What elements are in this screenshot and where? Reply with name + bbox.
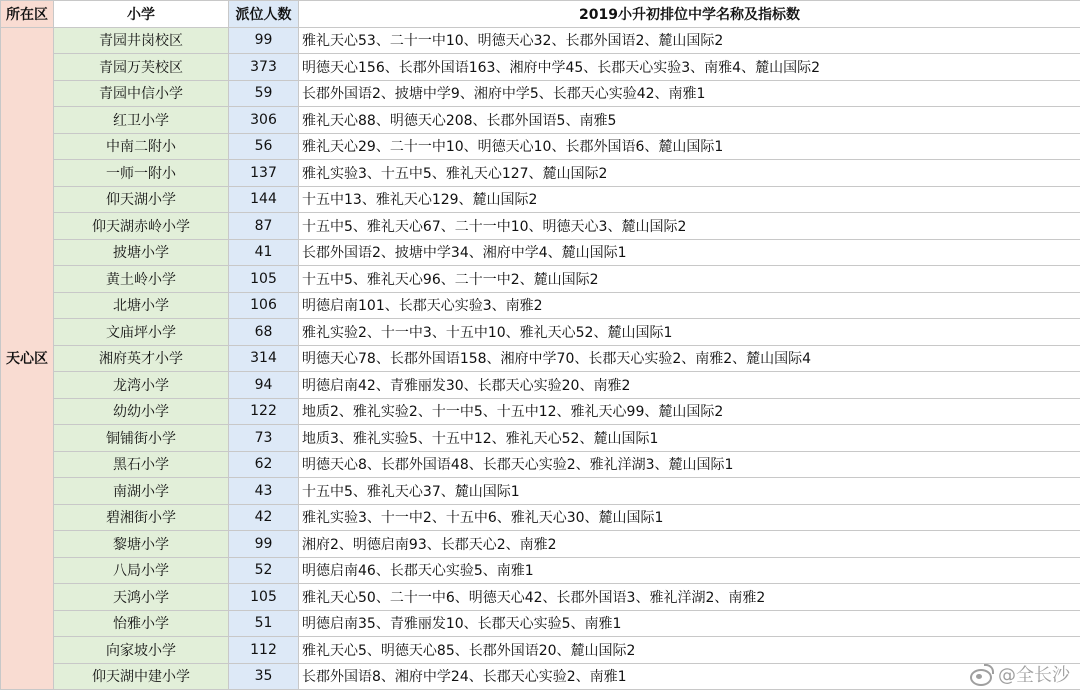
school-name-cell: 黄土岭小学 bbox=[54, 266, 229, 293]
allocation-count-cell: 106 bbox=[229, 292, 299, 319]
middle-schools-cell: 雅礼天心88、明德天心208、长郡外国语5、南雅5 bbox=[299, 107, 1080, 134]
school-name-cell: 仰天湖中建小学 bbox=[54, 663, 229, 690]
middle-schools-cell: 雅礼实验3、十五中5、雅礼天心127、麓山国际2 bbox=[299, 160, 1080, 187]
school-name-cell: 幼幼小学 bbox=[54, 398, 229, 425]
table-row bbox=[1, 239, 1080, 266]
school-name-cell: 红卫小学 bbox=[54, 107, 229, 134]
school-name-cell: 青园井岗校区 bbox=[54, 27, 229, 54]
middle-schools-cell: 明德天心8、长郡外国语48、长郡天心实验2、雅礼洋湖3、麓山国际1 bbox=[299, 451, 1080, 478]
table-row bbox=[1, 663, 1080, 690]
middle-schools-cell: 十五中5、雅礼天心37、麓山国际1 bbox=[299, 478, 1080, 505]
school-name-cell: 中南二附小 bbox=[54, 133, 229, 160]
weibo-icon bbox=[968, 664, 994, 684]
middle-schools-cell: 明德天心78、长郡外国语158、湘府中学70、长郡天心实验2、南雅2、麓山国际4 bbox=[299, 345, 1080, 372]
school-name-cell: 仰天湖赤岭小学 bbox=[54, 213, 229, 240]
table-row bbox=[1, 372, 1080, 399]
table-row bbox=[1, 531, 1080, 558]
middle-schools-cell: 十五中5、雅礼天心67、二十一中10、明德天心3、麓山国际2 bbox=[299, 213, 1080, 240]
table-row bbox=[1, 504, 1080, 531]
header-row bbox=[1, 1, 1080, 28]
table-row bbox=[1, 54, 1080, 81]
middle-schools-cell: 雅礼天心5、明德天心85、长郡外国语20、麓山国际2 bbox=[299, 637, 1080, 664]
table-row bbox=[1, 160, 1080, 187]
middle-schools-cell: 十五中13、雅礼天心129、麓山国际2 bbox=[299, 186, 1080, 213]
allocation-count-cell: 87 bbox=[229, 213, 299, 240]
school-name-cell: 披塘小学 bbox=[54, 239, 229, 266]
table-row bbox=[1, 107, 1080, 134]
header-school: 小学 bbox=[54, 1, 229, 28]
header-district: 所在区 bbox=[1, 1, 54, 28]
middle-schools-cell: 长郡外国语2、披塘中学9、湘府中学5、长郡天心实验42、南雅1 bbox=[299, 80, 1080, 107]
school-name-cell: 向家坡小学 bbox=[54, 637, 229, 664]
middle-schools-cell: 雅礼实验3、十一中2、十五中6、雅礼天心30、麓山国际1 bbox=[299, 504, 1080, 531]
table-row bbox=[1, 451, 1080, 478]
table-row bbox=[1, 425, 1080, 452]
middle-schools-cell: 雅礼天心50、二十一中6、明德天心42、长郡外国语3、雅礼洋湖2、南雅2 bbox=[299, 584, 1080, 611]
table-row bbox=[1, 319, 1080, 346]
school-name-cell: 仰天湖小学 bbox=[54, 186, 229, 213]
school-name-cell: 黑石小学 bbox=[54, 451, 229, 478]
allocation-count-cell: 41 bbox=[229, 239, 299, 266]
allocation-count-cell: 112 bbox=[229, 637, 299, 664]
school-name-cell: 黎塘小学 bbox=[54, 531, 229, 558]
allocation-count-cell: 42 bbox=[229, 504, 299, 531]
table-row bbox=[1, 133, 1080, 160]
allocation-count-cell: 52 bbox=[229, 557, 299, 584]
school-name-cell: 南湖小学 bbox=[54, 478, 229, 505]
school-name-cell: 文庙坪小学 bbox=[54, 319, 229, 346]
allocation-count-cell: 35 bbox=[229, 663, 299, 690]
header-count: 派位人数 bbox=[229, 1, 299, 28]
school-name-cell: 一师一附小 bbox=[54, 160, 229, 187]
allocation-count-cell: 56 bbox=[229, 133, 299, 160]
header-middle-schools: 2019小升初排位中学名称及指标数 bbox=[299, 1, 1080, 28]
table-row bbox=[1, 27, 1080, 54]
school-name-cell: 八局小学 bbox=[54, 557, 229, 584]
allocation-count-cell: 314 bbox=[229, 345, 299, 372]
allocation-count-cell: 51 bbox=[229, 610, 299, 637]
allocation-count-cell: 373 bbox=[229, 54, 299, 81]
school-name-cell: 碧湘街小学 bbox=[54, 504, 229, 531]
allocation-count-cell: 122 bbox=[229, 398, 299, 425]
school-name-cell: 怡雅小学 bbox=[54, 610, 229, 637]
middle-schools-cell: 雅礼天心53、二十一中10、明德天心32、长郡外国语2、麓山国际2 bbox=[299, 27, 1080, 54]
table-row bbox=[1, 80, 1080, 107]
allocation-count-cell: 105 bbox=[229, 266, 299, 293]
allocation-count-cell: 59 bbox=[229, 80, 299, 107]
allocation-count-cell: 68 bbox=[229, 319, 299, 346]
watermark bbox=[968, 661, 1070, 687]
allocation-count-cell: 137 bbox=[229, 160, 299, 187]
school-name-cell: 青园中信小学 bbox=[54, 80, 229, 107]
watermark-text: @全长沙 bbox=[998, 661, 1070, 687]
middle-schools-cell: 长郡外国语2、披塘中学34、湘府中学4、麓山国际1 bbox=[299, 239, 1080, 266]
table-row bbox=[1, 292, 1080, 319]
table-row bbox=[1, 266, 1080, 293]
middle-schools-cell: 雅礼天心29、二十一中10、明德天心10、长郡外国语6、麓山国际1 bbox=[299, 133, 1080, 160]
middle-schools-cell: 十五中5、雅礼天心96、二十一中2、麓山国际2 bbox=[299, 266, 1080, 293]
middle-schools-cell: 湘府2、明德启南93、长郡天心2、南雅2 bbox=[299, 531, 1080, 558]
middle-schools-cell: 雅礼实验2、十一中3、十五中10、雅礼天心52、麓山国际1 bbox=[299, 319, 1080, 346]
school-name-cell: 铜铺街小学 bbox=[54, 425, 229, 452]
school-name-cell: 天鸿小学 bbox=[54, 584, 229, 611]
middle-schools-cell: 地质2、雅礼实验2、十一中5、十五中12、雅礼天心99、麓山国际2 bbox=[299, 398, 1080, 425]
middle-schools-cell: 明德天心156、长郡外国语163、湘府中学45、长郡天心实验3、南雅4、麓山国际2 bbox=[299, 54, 1080, 81]
district-cell: 天心区 bbox=[1, 27, 54, 690]
middle-schools-cell: 明德启南101、长郡天心实验3、南雅2 bbox=[299, 292, 1080, 319]
allocation-count-cell: 94 bbox=[229, 372, 299, 399]
middle-schools-cell: 明德启南42、青雅丽发30、长郡天心实验20、南雅2 bbox=[299, 372, 1080, 399]
table-row bbox=[1, 637, 1080, 664]
table-row bbox=[1, 478, 1080, 505]
table-row bbox=[1, 557, 1080, 584]
allocation-count-cell: 62 bbox=[229, 451, 299, 478]
allocation-count-cell: 99 bbox=[229, 27, 299, 54]
table-row bbox=[1, 610, 1080, 637]
school-name-cell: 湘府英才小学 bbox=[54, 345, 229, 372]
middle-schools-cell: 地质3、雅礼实验5、十五中12、雅礼天心52、麓山国际1 bbox=[299, 425, 1080, 452]
allocation-count-cell: 99 bbox=[229, 531, 299, 558]
allocation-count-cell: 73 bbox=[229, 425, 299, 452]
table-row bbox=[1, 345, 1080, 372]
allocation-count-cell: 144 bbox=[229, 186, 299, 213]
allocation-count-cell: 306 bbox=[229, 107, 299, 134]
table-row bbox=[1, 186, 1080, 213]
allocation-count-cell: 105 bbox=[229, 584, 299, 611]
middle-schools-cell: 明德启南35、青雅丽发10、长郡天心实验5、南雅1 bbox=[299, 610, 1080, 637]
table-row bbox=[1, 584, 1080, 611]
middle-schools-cell: 明德启南46、长郡天心实验5、南雅1 bbox=[299, 557, 1080, 584]
allocation-count-cell: 43 bbox=[229, 478, 299, 505]
school-name-cell: 龙湾小学 bbox=[54, 372, 229, 399]
table-body bbox=[1, 27, 1080, 690]
table-row bbox=[1, 398, 1080, 425]
school-name-cell: 青园万芙校区 bbox=[54, 54, 229, 81]
table-row bbox=[1, 213, 1080, 240]
middle-schools-cell: 长郡外国语8、湘府中学24、长郡天心实验2、南雅1 bbox=[299, 663, 1080, 690]
school-name-cell: 北塘小学 bbox=[54, 292, 229, 319]
